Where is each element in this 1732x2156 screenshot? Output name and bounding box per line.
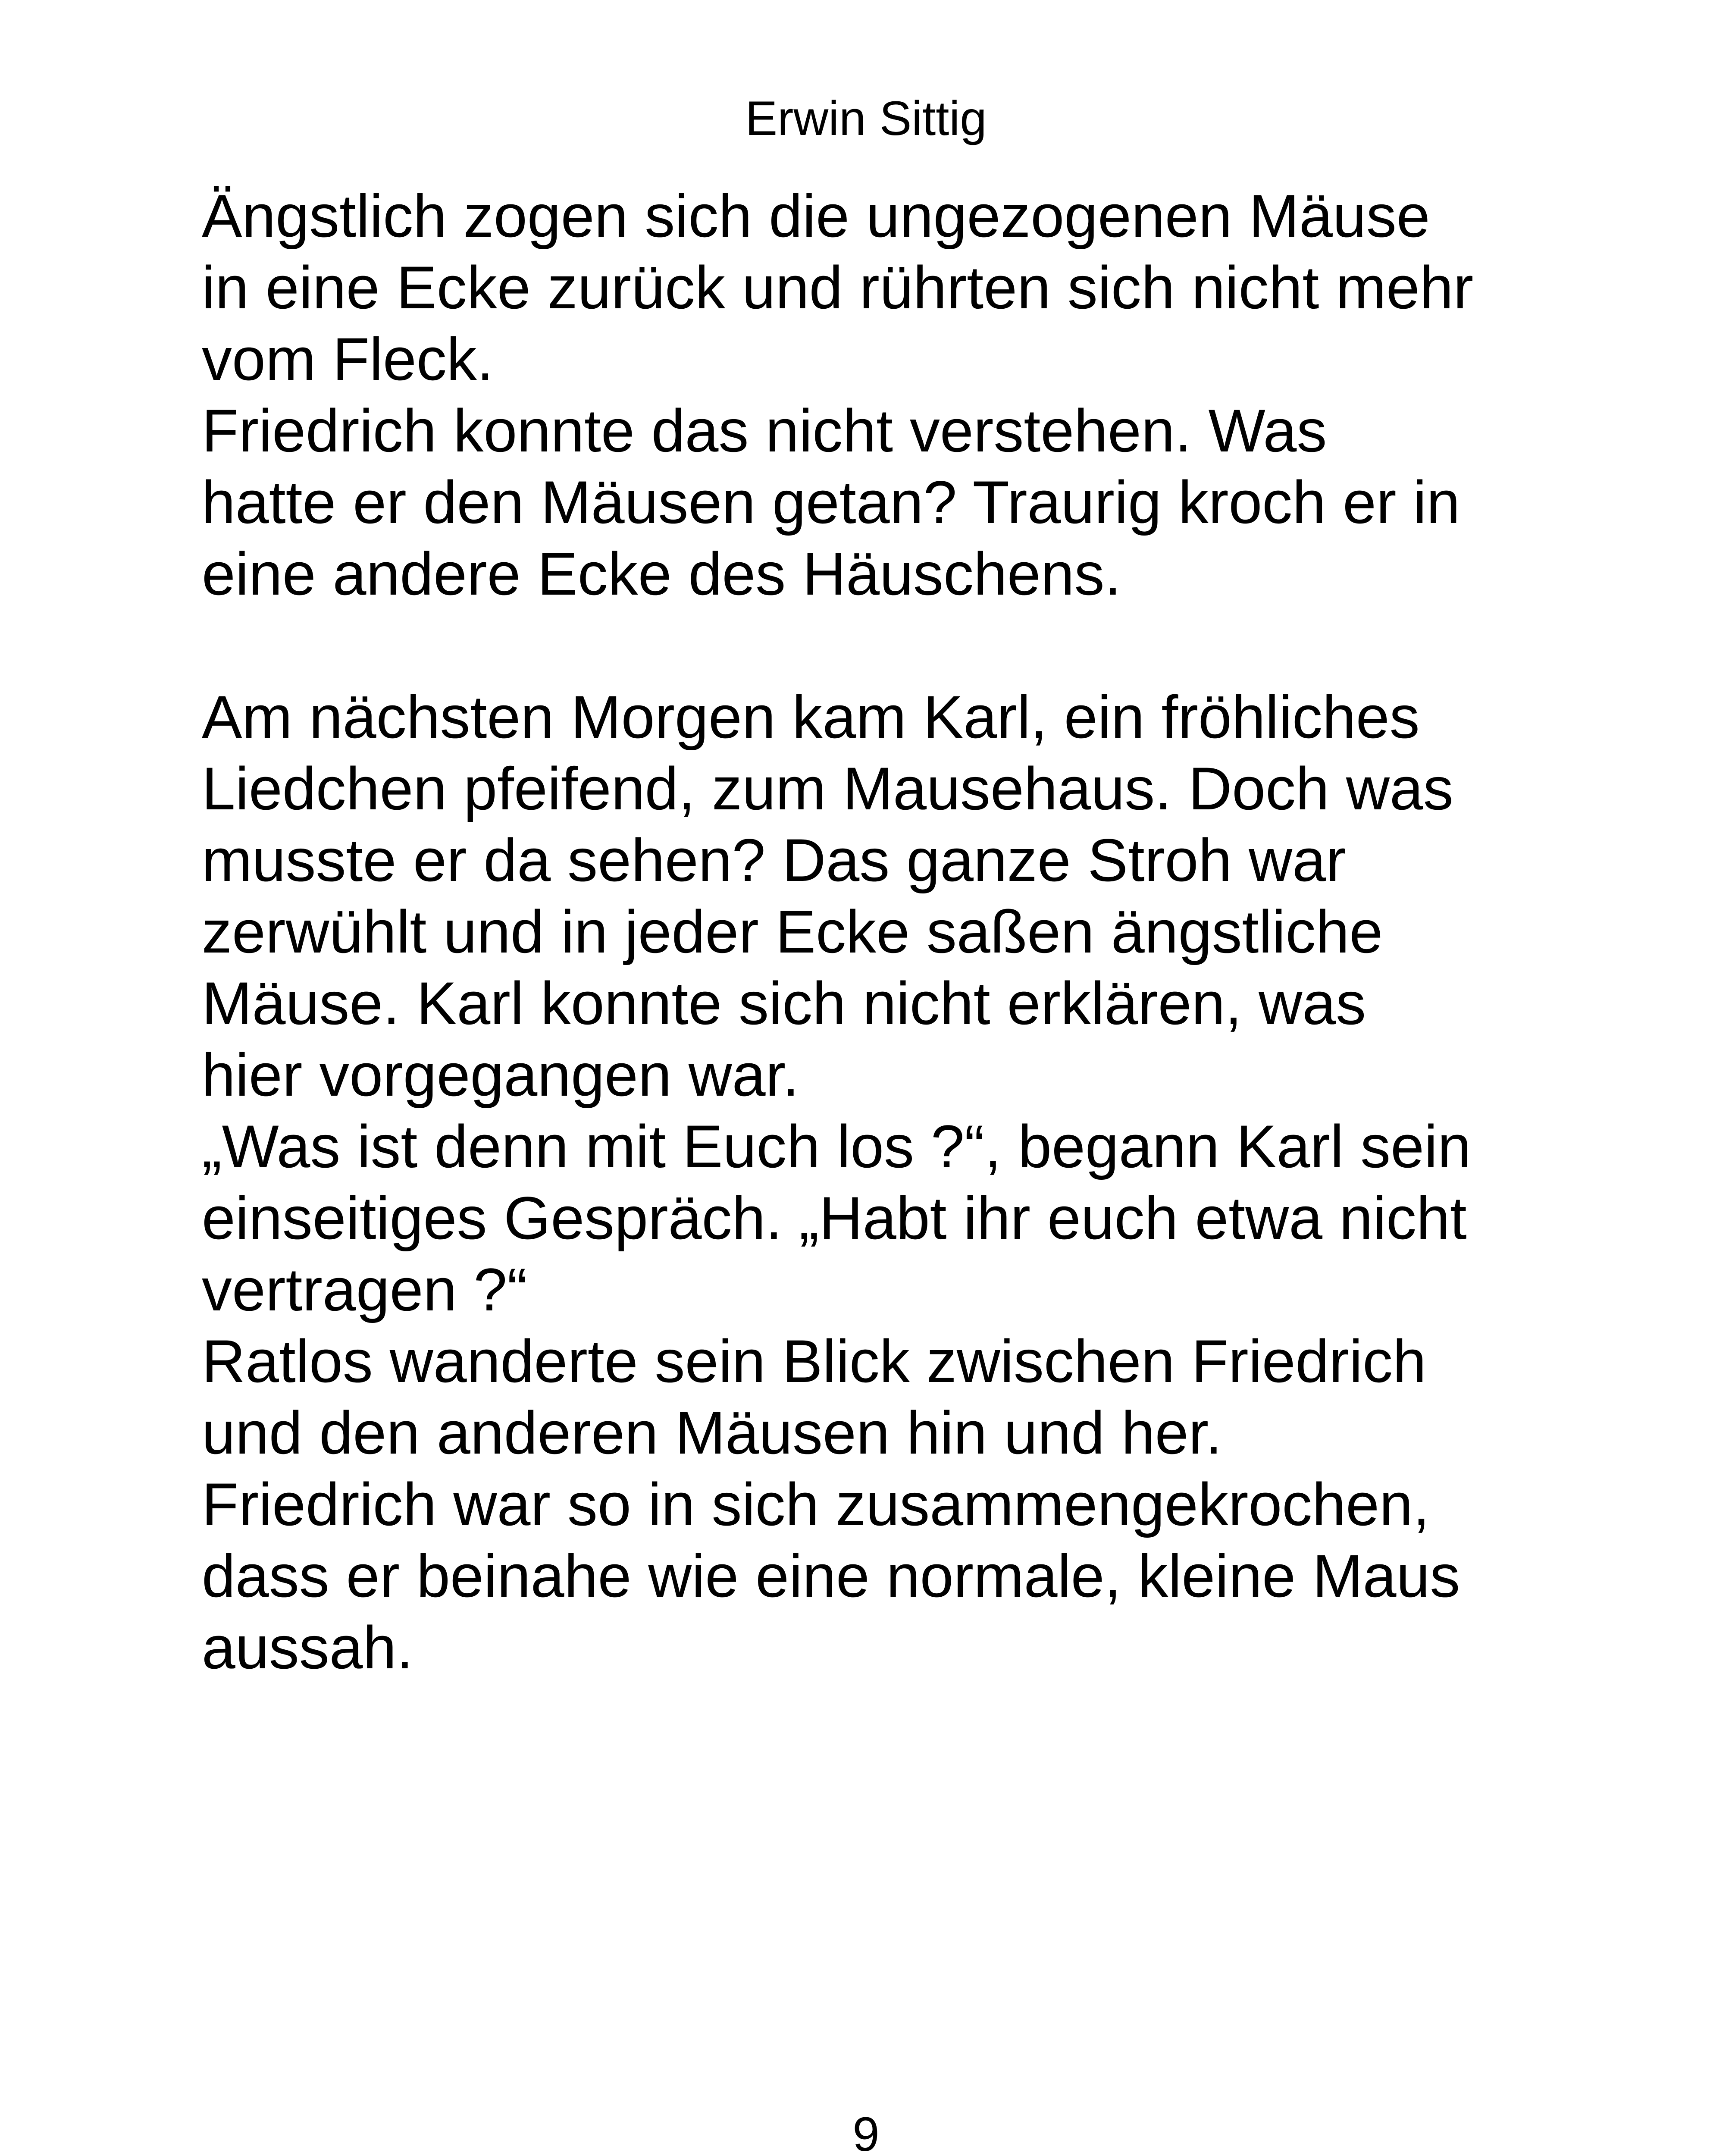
text-line: Friedrich war so in sich zusammengekrochen,: [202, 1470, 1430, 1538]
text-line: aussah.: [202, 1614, 413, 1681]
paragraph-gap: [202, 610, 1625, 681]
text-line: in eine Ecke zurück und rührten sich nicht mehr: [202, 254, 1474, 321]
running-header-author: Erwin Sittig: [745, 91, 987, 145]
text-line: und den anderen Mäusen hin und her.: [202, 1399, 1222, 1467]
text-line: dass er beinahe wie eine normale, kleine Maus: [202, 1542, 1460, 1610]
text-line: Ängstlich zogen sich die ungezogenen Mäuse: [202, 182, 1430, 250]
text-line: musste er da sehen? Das ganze Stroh war: [202, 826, 1346, 894]
text-line: Friedrich konnte das nicht verstehen. Was: [202, 397, 1327, 464]
text-line: Mäuse. Karl konnte sich nicht erklären, was: [202, 969, 1366, 1037]
text-line: vertragen ?“: [202, 1256, 527, 1323]
text-line: eine andere Ecke des Häuschens.: [202, 540, 1121, 608]
page-number: 9: [852, 2107, 880, 2156]
text-line: vom Fleck.: [202, 325, 494, 393]
text-line: „Was ist denn mit Euch los ?“, begann Karl sein: [202, 1112, 1471, 1180]
text-line: hatte er den Mäusen getan? Traurig kroch er in: [202, 468, 1460, 536]
body-text: [202, 180, 1625, 1683]
text-line: hier vorgegangen war.: [202, 1041, 799, 1109]
text-line: zerwühlt und in jeder Ecke saßen ängstliche: [202, 898, 1383, 965]
text-line: einseitiges Gespräch. „Habt ihr euch etwa nicht: [202, 1184, 1467, 1252]
text-line: Am nächsten Morgen kam Karl, ein fröhliches: [202, 683, 1420, 751]
text-line: Liedchen pfeifend, zum Mausehaus. Doch was: [202, 755, 1453, 822]
text-line: Ratlos wanderte sein Blick zwischen Friedrich: [202, 1327, 1426, 1395]
